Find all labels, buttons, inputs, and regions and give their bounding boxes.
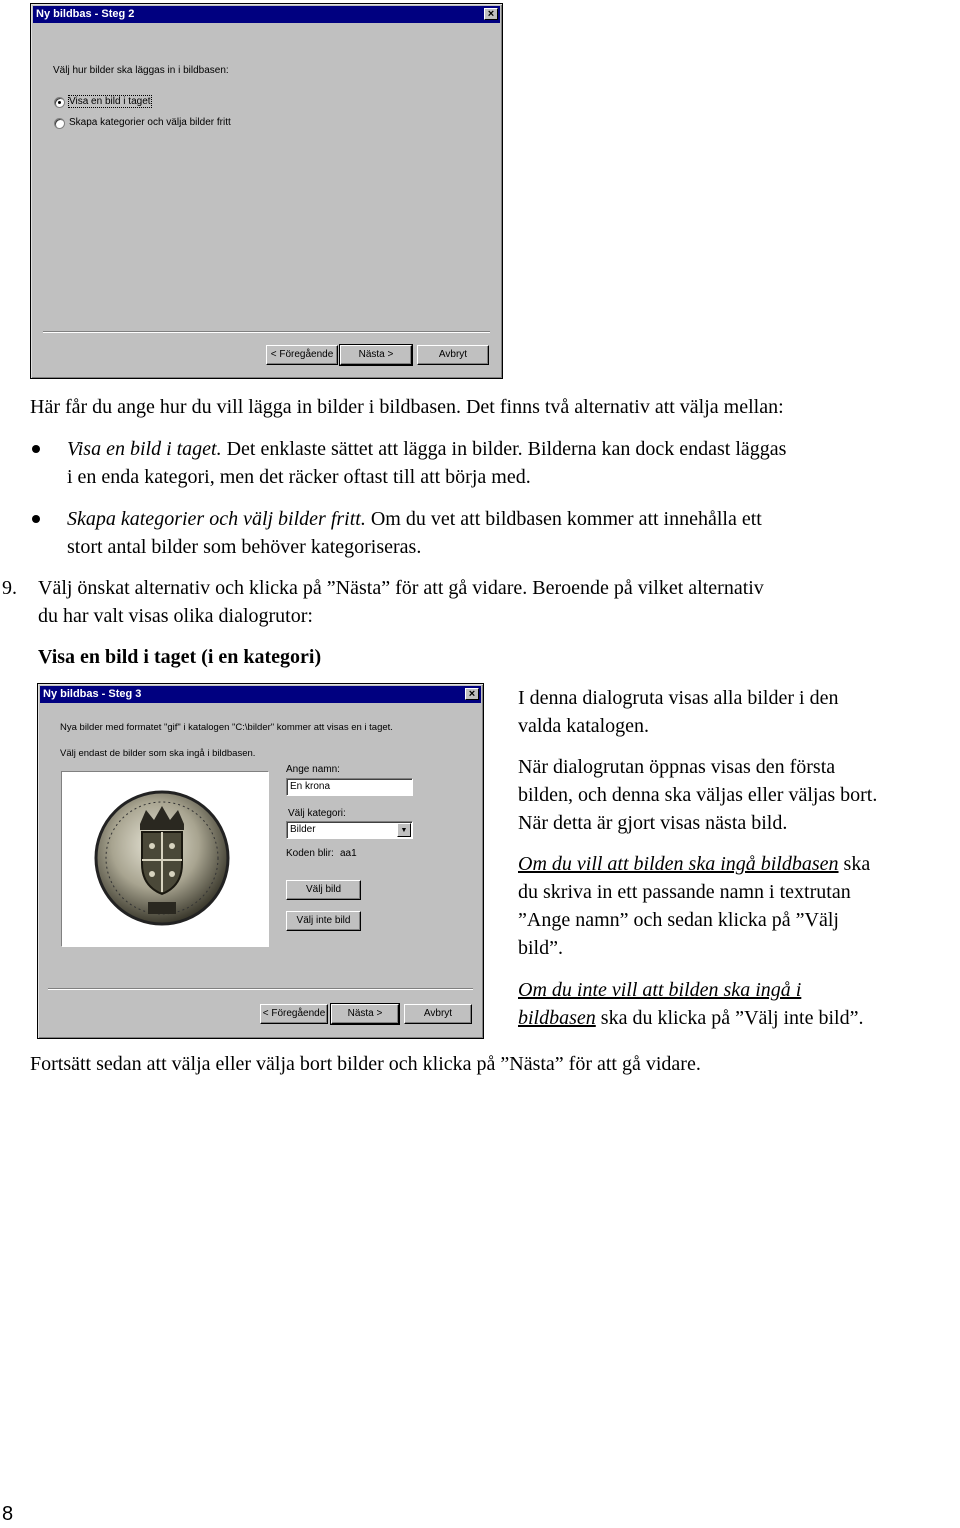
bullet-1-line2: i en enda kategori, men det räcker oftast till att börja med. xyxy=(67,466,531,488)
side-p4-line2 xyxy=(518,1004,863,1032)
side-p4-line1 xyxy=(518,976,801,1004)
step-number: 9. xyxy=(2,577,17,599)
side-p2-line2: bilden, och denna ska väljas eller väljas bort. xyxy=(518,784,878,806)
bullet-2-line1 xyxy=(67,505,762,533)
category-select-value: Bilder xyxy=(290,824,316,835)
radio-skapa-kategorier[interactable] xyxy=(54,118,65,129)
bullet-1-rest: Det enklaste sättet att lägga in bilder. Bilderna kan dock endast läggas xyxy=(221,438,787,460)
bullet-1-line1 xyxy=(67,435,786,463)
dialog-step2 xyxy=(30,3,503,379)
dialog-step3-info2: Välj endast de bilder som ska ingå i bildbasen. xyxy=(60,748,256,759)
radio-visa-en-bild-label[interactable]: Visa en bild i taget xyxy=(69,96,151,107)
intro-paragraph: Här får du ange hur du vill lägga in bilder i bildbasen. Det finns två alternativ att välja mellan: xyxy=(30,396,784,418)
dialog-step3-separator xyxy=(48,988,473,990)
bullet-dot xyxy=(32,515,40,523)
step-line1: Välj önskat alternativ och klicka på ”Nästa” för att gå vidare. Beroende på vilket alternativ xyxy=(38,577,764,599)
bullet-dot xyxy=(32,445,40,453)
side-p2-line1: När dialogrutan öppnas visas den första xyxy=(518,756,836,778)
category-label: Välj kategori: xyxy=(288,808,346,819)
bullet-2-lead: Skapa kategorier och välj bilder fritt. xyxy=(67,508,366,530)
bullet-1-lead: Visa en bild i taget. xyxy=(67,438,222,460)
close-icon[interactable]: × xyxy=(465,688,479,700)
side-p1-line2: valda katalogen. xyxy=(518,715,650,737)
radio-visa-en-bild[interactable] xyxy=(54,97,65,108)
code-value: aa1 xyxy=(340,848,357,859)
side-p3-line3: ”Ange namn” och sedan klicka på ”Välj xyxy=(518,909,839,931)
side-p3-underlined: Om du vill att bilden ska ingå bildbasen xyxy=(518,853,839,875)
close-icon[interactable]: × xyxy=(484,8,498,20)
closing-paragraph: Fortsätt sedan att välja eller välja bort bilder och klicka på ”Nästa” för att gå vidare. xyxy=(30,1053,701,1075)
chevron-down-icon[interactable]: ▼ xyxy=(397,823,411,837)
side-p3-line1 xyxy=(518,850,870,878)
dialog-step2-question: Välj hur bilder ska läggas in i bildbasen: xyxy=(53,65,229,76)
back-button[interactable]: < Föregående xyxy=(260,1004,328,1024)
category-select[interactable] xyxy=(286,821,413,839)
side-p4-underlined2: bildbasen xyxy=(518,1007,596,1029)
side-p3-line2: du skriva in ett passande namn i textrutan xyxy=(518,881,851,903)
dialog-step3 xyxy=(37,683,484,1039)
page-number: 8 xyxy=(2,1503,14,1525)
dialog-step2-title: Ny bildbas - Steg 2 xyxy=(36,8,135,20)
radio-skapa-kategorier-label[interactable]: Skapa kategorier och välja bilder fritt xyxy=(69,117,231,128)
bullet-2-rest: Om du vet att bildbasen kommer att innehålla ett xyxy=(365,508,762,530)
name-input[interactable]: En krona xyxy=(286,778,413,796)
dialog-step3-title: Ny bildbas - Steg 3 xyxy=(43,688,142,700)
next-button[interactable]: Nästa > xyxy=(340,345,412,365)
side-p3-rest: ska xyxy=(838,853,871,875)
side-p3-line4: bild”. xyxy=(518,937,563,959)
side-p4-rest: ska du klicka på ”Välj inte bild”. xyxy=(595,1007,864,1029)
select-image-button[interactable]: Välj bild xyxy=(286,880,361,900)
step-line2: du har valt visas olika dialogrutor: xyxy=(38,605,313,627)
dialog-step2-titlebar xyxy=(33,6,500,23)
section-heading: Visa en bild i taget (i en kategori) xyxy=(38,646,322,668)
deselect-image-button[interactable]: Välj inte bild xyxy=(286,911,361,931)
name-label: Ange namn: xyxy=(286,764,340,775)
cancel-button[interactable]: Avbryt xyxy=(417,345,489,365)
side-p4-underlined1: Om du inte vill att bilden ska ingå i xyxy=(518,979,802,1001)
dialog-step3-info1: Nya bilder med formatet "gif" i katalogen "C:\bilder" kommer att visas en i taget. xyxy=(60,722,393,733)
cancel-button[interactable]: Avbryt xyxy=(404,1004,472,1024)
side-p1-line1: I denna dialogruta visas alla bilder i den xyxy=(518,687,839,709)
dialog-step2-separator xyxy=(43,331,490,333)
coin-image xyxy=(62,772,268,946)
code-label: Koden blir: xyxy=(286,848,334,859)
image-preview xyxy=(61,771,269,947)
side-p2-line3: När detta är gjort visas nästa bild. xyxy=(518,812,788,834)
next-button[interactable]: Nästa > xyxy=(331,1004,399,1024)
dialog-step3-titlebar xyxy=(40,686,481,703)
back-button[interactable]: < Föregående xyxy=(266,345,338,365)
bullet-2-line2: stort antal bilder som behöver kategoriseras. xyxy=(67,536,422,558)
